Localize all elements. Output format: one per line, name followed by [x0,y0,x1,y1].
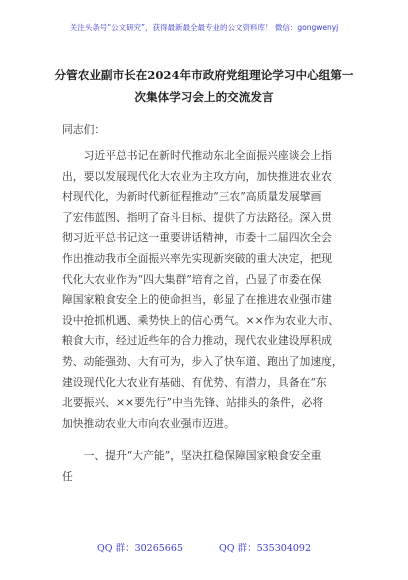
paragraph-line: 障国家粮食安全上的使命担当，彰显了在推进农业强市建 [62,293,332,307]
section-heading [62,446,352,487]
title-line: 次集体学习会上的交流发言 [134,90,274,104]
paragraph-line: 粮食大市，经过近些年的合力推动，现代农业建设厚积成 [62,334,332,348]
document-title [40,64,368,108]
paragraph-line: 势、动能强劲、大有可为，步入了快车道、跑出了加速度， [62,354,343,368]
heading-line: 一、提升“大产能”，坚决扛稳保障国家粮食安全重 [62,449,322,462]
paragraph-line: 设中抢抓机遇、乘势快上的信心勇气。××作为农业大市、 [62,313,340,327]
paragraph-line: 作出推动我市全面振兴率先实现新突破的重大决定，把现 [62,251,332,265]
title-line: 分管农业副市长在2024年市政府党组理论学习中心组第一 [54,68,354,82]
paragraph-line: 出，要以发展现代化大农业为主攻方向，加快推进农业农 [62,169,332,183]
heading-line: 任 [62,469,73,483]
paragraph-line: 加快推动农业大市向农业强市迈进。 [62,416,235,430]
footer-qq-groups [0,540,408,554]
paragraph-line: 了宏伟蓝图、指明了奋斗目标、提供了方法路径。深入贯 [62,210,332,224]
header-promo-banner: 关注头条号“公文研究”，获得最新最全最专业的公文资料库！ 微信：gongwenyj [69,23,339,32]
paragraph-line: 村现代化，为新时代新征程推动“三农”高质量发展擘画 [62,190,322,204]
paragraph-line: 建设现代化大农业有基础、有优势、有潜力，具备在“东 [62,375,327,389]
paragraph-line: 北要振兴、××要先行”中当先锋、站排头的条件，必将 [62,396,324,410]
body-paragraph [62,146,350,434]
qq-group-2: QQ 群：535304092 [219,543,311,554]
paragraph-line: 习近平总书记在新时代推动东北全面振兴座谈会上指 [62,149,332,162]
paragraph-line: 代化大农业作为“四大集群”培育之首，凸显了市委在保 [62,272,322,286]
salutation: 同志们： [62,123,106,136]
paragraph-line: 彻习近平总书记这一重要讲话精神，市委十二届四次全会 [62,231,332,245]
qq-group-1: QQ 群：30265665 [96,543,183,554]
